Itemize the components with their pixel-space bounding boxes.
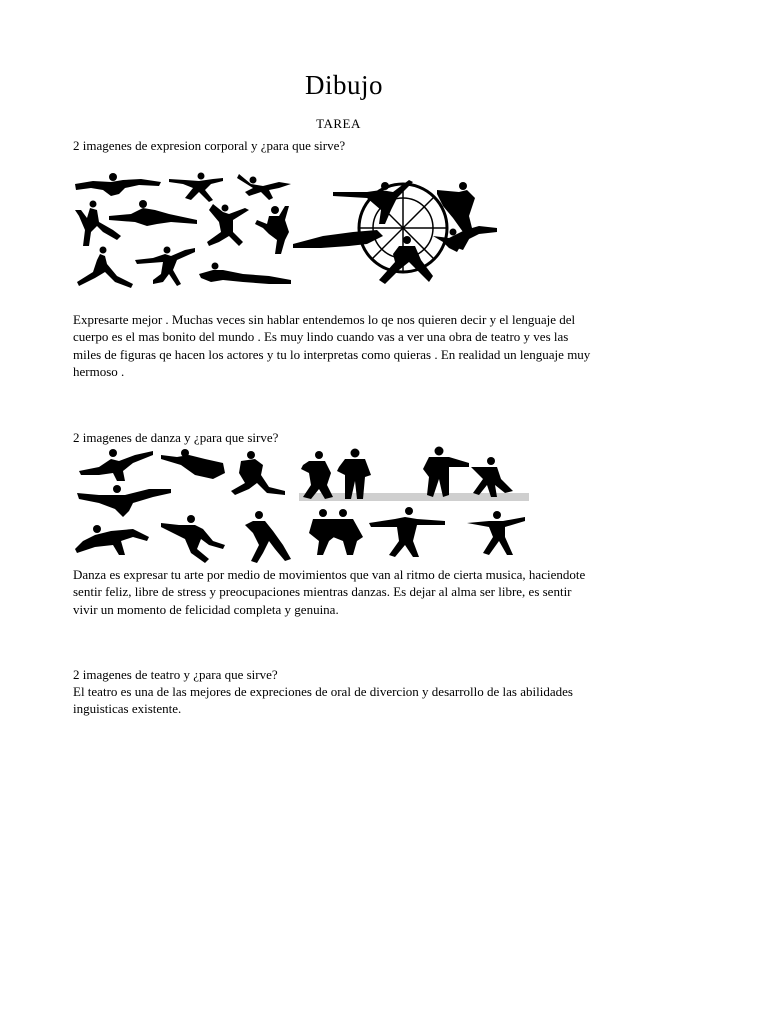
dancer-silhouette (333, 180, 413, 224)
section-1-answer-line: hermoso . (73, 363, 125, 379)
dancer-silhouette (79, 449, 153, 481)
section-2-question: 2 imagenes de danza y ¿para que sirve? (73, 430, 279, 445)
section-3-question: 2 imagenes de teatro y ¿para que sirve? (73, 667, 278, 682)
section-2-answer-line: vivir un momento de felicidad completa y genuina. (73, 601, 339, 617)
section-1-answer (73, 311, 703, 380)
section-3-answer-line: El teatro es una de las mejores de expreciones de oral de divercion y desarrollo de las abilidades (73, 684, 573, 699)
dancer-silhouette (199, 263, 291, 285)
document-title: Dibujo (304, 70, 383, 100)
dancer-silhouette (169, 173, 223, 203)
dancer-silhouette (75, 173, 161, 196)
section-1-answer-line: Expresarte mejor . Muchas veces sin hablar entendemos lo qe nos quieren decir y el lenguaje del (73, 312, 576, 327)
dancer-silhouette (75, 201, 121, 247)
section-2-answer-line: Danza es expresar tu arte por medio de movimientos que van al ritmo de cierta musica, haciendote (73, 567, 586, 582)
dancer-silhouette (231, 451, 285, 495)
dancer-silhouette (161, 449, 225, 479)
dancer-silhouette (255, 206, 289, 254)
dancer-silhouette (109, 200, 197, 226)
couple-dancer-silhouette (423, 447, 513, 498)
couple-dancer-silhouette (309, 509, 363, 555)
section-3-answer-line: inguisticas existente. (73, 701, 182, 717)
danza-image-1 (73, 445, 299, 563)
expresion-corporal-image-2 (293, 170, 499, 290)
dancer-silhouette (207, 204, 249, 246)
section-1-answer-line: miles de figuras qe hacen los actores y tu lo interpretas como quieras . En realidad un lenguaje muy (73, 346, 591, 362)
dancer-silhouette (245, 511, 291, 563)
dancer-silhouette (77, 485, 171, 517)
document-subtitle: TAREA (316, 116, 361, 131)
section-1-answer-line: cuerpo es el mas bonito del mundo . Es muy lindo cuando vas a ver una obra de teatro y ves las (73, 329, 569, 345)
dancer-silhouette (75, 525, 149, 555)
couple-dancer-silhouette (369, 507, 525, 557)
section-3-answer (73, 683, 703, 718)
couple-dancer-silhouette (301, 449, 371, 500)
dancer-silhouette (135, 247, 195, 287)
expresion-corporal-image-1 (73, 170, 295, 290)
dancer-silhouette (237, 174, 291, 200)
section-2-answer-line: sentir feliz, libre de stress y preocupaciones mientras danzas. Es dejar al alma ser libre, es sentir (73, 584, 572, 600)
dancer-silhouette (77, 247, 133, 289)
section-2-answer (73, 566, 703, 618)
danza-image-2 (299, 445, 529, 563)
dancer-silhouette (161, 515, 225, 563)
dancer-silhouette (293, 230, 383, 248)
section-1-question: 2 imagenes de expresion corporal y ¿para que sirve? (73, 138, 346, 153)
